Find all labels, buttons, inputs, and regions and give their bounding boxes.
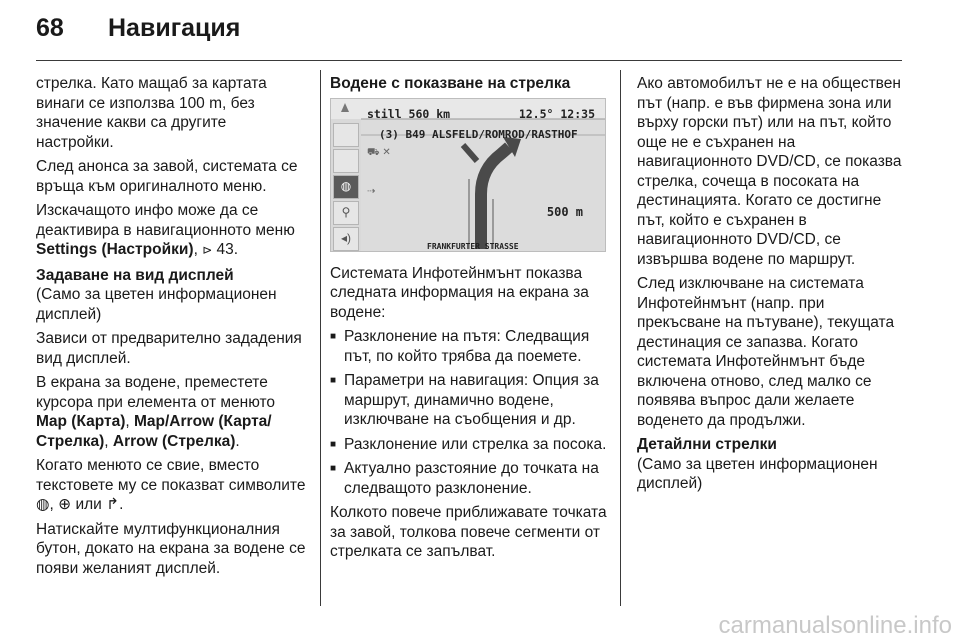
page-title: Навигация (108, 14, 241, 42)
screen-button-blank (333, 123, 359, 147)
route-options-icon: ⛟ ✕ ⇢ (367, 146, 391, 197)
search-icon: ⚲ (333, 201, 359, 225)
menu-item-map-arrow: Map/Arrow (Карта/Стрелка) (36, 413, 272, 450)
list-item: ■ Актуално разстояние до точката на следващото разклонение. (330, 459, 607, 498)
section-heading: Детайлни стрелки (637, 436, 777, 453)
globe-icon: ◍ (333, 175, 359, 199)
guidance-screen-image (330, 98, 606, 252)
screen-temperature-time: 12.5° 12:35 (518, 106, 595, 121)
paragraph-menu-items: В екрана за водене, преместете курсора при елемента от менюто Map (Карта), Map/Arrow (Карта/Стрелка), Arrow (Стрелка). (36, 374, 276, 450)
menu-item-settings: Settings (Настройки) (36, 241, 194, 258)
section-detailed-arrows: Детайлни стрелки (Само за цветен информационен дисплей) (637, 435, 907, 494)
paragraph: След анонса за завой, системата се връща към оригиналното меню. (36, 158, 298, 195)
screen-street-name: FRANKFURTER STRASSE (427, 241, 519, 251)
list-item: ■ Разклонение на пътя: Следващия път, по който трябва да поемете. (330, 327, 607, 366)
paragraph: Колкото повече приближавате точката за завой, толкова повече сегменти от стрелката се запълват. (330, 504, 607, 560)
screen-remaining-distance: still 560 km (367, 106, 451, 121)
paragraph: Натискайте мултифункционалния бутон, докато на екрана за водене се появи желаният дисплей. (36, 520, 306, 577)
page-header (36, 14, 240, 54)
map-arrow-symbol-icon: ⊕ (58, 496, 72, 513)
paragraph: Ако автомобилът не е на обществен път (напр. е във фирмена зона или върху горски път) или на път, който още не е съхранен на навигационното DVD/CD, се показва стрелка, сочеща в посоката на дестинацията. Когато се достигне път, който е съхранен в навигационното DVD/CD, се извършва водене по маршрут. (637, 75, 902, 268)
speaker-icon: ◂) (333, 227, 359, 251)
column-middle (330, 74, 607, 567)
paragraph: Зависи от предварително зададения вид дисплей. (36, 330, 302, 367)
paragraph: стрелка. Като мащаб за картата винаги се използва 100 m, без значение какви са другите настройки. (36, 75, 267, 151)
screen-turn-distance: 500 m (546, 204, 583, 219)
menu-item-arrow: Arrow (Стрелка) (112, 432, 236, 450)
page-ref: 43. (212, 241, 239, 258)
paragraph-settings-ref: Изскачащото инфо може да се деактивира в навигационното меню Settings (Настройки), ⊳ 43. (36, 201, 306, 261)
menu-item-map: Map (Карта) (36, 413, 126, 430)
column-left (36, 74, 306, 583)
column-divider-2 (620, 70, 621, 606)
list-item: ■ Параметри на навигация: Опция за маршрут, динамично водене, изключване на съобщения и др. (330, 371, 607, 430)
info-bullet-list (330, 327, 607, 498)
section-display-type: Задаване на вид дисплей (Само за цветен информационен дисплей) (36, 266, 306, 325)
header-divider (36, 60, 902, 61)
column-divider-1 (320, 70, 321, 606)
map-symbol-icon: ◍ (36, 496, 50, 513)
section-heading: Задаване на вид дисплей (36, 266, 234, 284)
paragraph: Системата Инфотейнмънт показва следната информация на екрана за водене: (330, 264, 589, 321)
screen-side-buttons (331, 99, 361, 252)
screen-road-name: (3) B49 ALSFELD/ROMROD/RASTHOF (379, 127, 578, 141)
column-right (637, 74, 907, 499)
arrow-symbol-icon: ↱ (106, 496, 120, 513)
watermark: carmanualsonline.info (718, 612, 952, 639)
screen-button-blank (333, 149, 359, 173)
paragraph: След изключване на системата Инфотейнмънт (напр. при прекъсване на пътуване), текущата дестинация се запазва. Когато системата Инфотейнмънт бъде включена отново, след малко се появява въпрос дали желаете воденето да продължи. (637, 275, 895, 429)
list-item: ■ Разклонение или стрелка за посока. (330, 435, 607, 455)
section-heading: Водене с показване на стрелка (330, 75, 571, 92)
page-ref-arrow-icon: ⊳ (202, 243, 213, 257)
paragraph-symbols: Когато менюто се свие, вместо текстовете му се показват символите ◍, ⊕ или ↱. (36, 457, 306, 513)
page-number: 68 (36, 14, 64, 42)
